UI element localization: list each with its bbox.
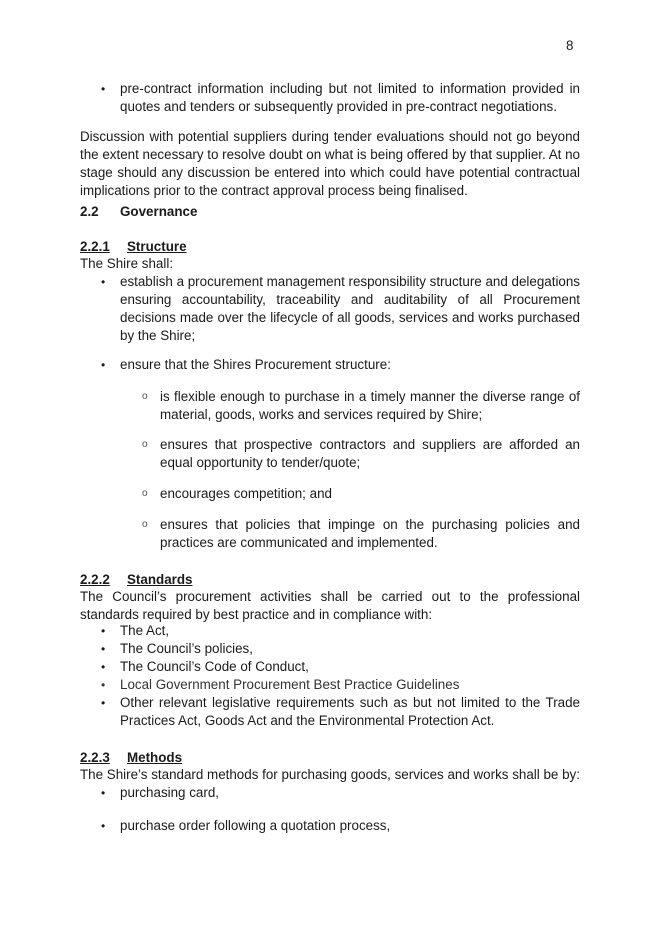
list-item-text: The Council’s policies,	[120, 641, 253, 656]
page-number: 8	[566, 38, 574, 53]
subsection-number: 2.2.2	[80, 572, 110, 587]
list-item	[101, 676, 580, 694]
subsection-number: 2.2.1	[80, 239, 110, 254]
discussion-paragraph: Discussion with potential suppliers during tender evaluations should not go beyond the extent necessary to resolve doubt on what is being offered by that supplier. At no stage should any discussion be entered into which could have potential contractual implications prior to the contract approval process being finalised.	[80, 129, 580, 198]
circle-bullet-icon: o	[142, 519, 148, 530]
bullet-icon: •	[101, 786, 106, 800]
list-item	[101, 784, 580, 802]
structure-intro: The Shire shall:	[80, 256, 174, 271]
list-item-text: establish a procurement management responsibility structure and delegations ensuring accountability, traceability and auditability of all Procurement decisions made over the lifecycle of all goods, services and works purchased by the Shire;	[120, 274, 581, 343]
sub-list-item-text: ensures that policies that impinge on the purchasing policies and practices are communicated and implemented.	[160, 517, 580, 550]
bullet-icon: •	[101, 819, 106, 833]
section-heading-governance	[80, 203, 197, 221]
circle-bullet-icon: o	[142, 439, 148, 450]
subsection-heading-structure	[80, 238, 187, 256]
sub-list-item-text: encourages competition; and	[160, 486, 332, 501]
list-item-text: Other relevant legislative requirements such as but not limited to the Trade Practices Act, Goods Act and the Environmental Protection Act.	[120, 695, 580, 728]
list-item-text: Local Government Procurement Best Practice Guidelines	[120, 677, 460, 692]
bullet-icon: •	[101, 696, 106, 710]
list-item	[101, 622, 580, 640]
subsection-heading-standards	[80, 571, 192, 589]
subsection-title: Structure	[127, 239, 187, 254]
methods-intro: The Shire’s standard methods for purchasing goods, services and works shall be by:	[80, 767, 580, 782]
sub-list-item	[142, 388, 580, 424]
bullet-icon: •	[101, 624, 106, 638]
list-item	[101, 658, 580, 676]
list-item-text: ensure that the Shires Procurement structure:	[120, 357, 391, 372]
subsection-number: 2.2.3	[80, 750, 110, 765]
bullet-icon: •	[101, 82, 106, 96]
subsection-title: Methods	[127, 750, 183, 765]
bullet-icon: •	[101, 678, 106, 692]
list-item	[101, 694, 580, 730]
subsection-heading-methods	[80, 749, 182, 767]
standards-intro: The Council’s procurement activities shall be carried out to the professional standards required by best practice and in compliance with:	[80, 589, 580, 622]
section-number: 2.2	[80, 204, 99, 219]
sub-list-item	[142, 485, 580, 503]
list-item	[101, 640, 580, 658]
section-title: Governance	[120, 204, 198, 219]
sub-list-item-text: is flexible enough to purchase in a timely manner the diverse range of material, goods, works and services required by Shire;	[160, 389, 580, 422]
list-item-text: purchasing card,	[120, 785, 219, 800]
circle-bullet-icon: o	[142, 391, 148, 402]
sub-list-item	[142, 436, 580, 472]
list-item	[101, 356, 580, 374]
sub-list-item-text: ensures that prospective contractors and suppliers are afforded an equal opportunity to tender/quote;	[160, 437, 580, 470]
bullet-icon: •	[101, 660, 106, 674]
bullet-icon: •	[101, 358, 106, 372]
list-item-text: The Act,	[120, 623, 170, 638]
bullet-icon: •	[101, 275, 106, 289]
sub-list-item	[142, 516, 580, 552]
list-item-text: The Council’s Code of Conduct,	[120, 659, 309, 674]
subsection-title: Standards	[127, 572, 193, 587]
list-item	[101, 817, 580, 835]
list-item-text: pre-contract information including but not limited to information provided in quotes and tenders or subsequently provided in pre-contract negotiations.	[120, 81, 580, 114]
list-item	[101, 80, 580, 116]
bullet-icon: •	[101, 642, 106, 656]
circle-bullet-icon: o	[142, 488, 148, 499]
list-item-text: purchase order following a quotation process,	[120, 818, 391, 833]
list-item	[101, 273, 581, 345]
